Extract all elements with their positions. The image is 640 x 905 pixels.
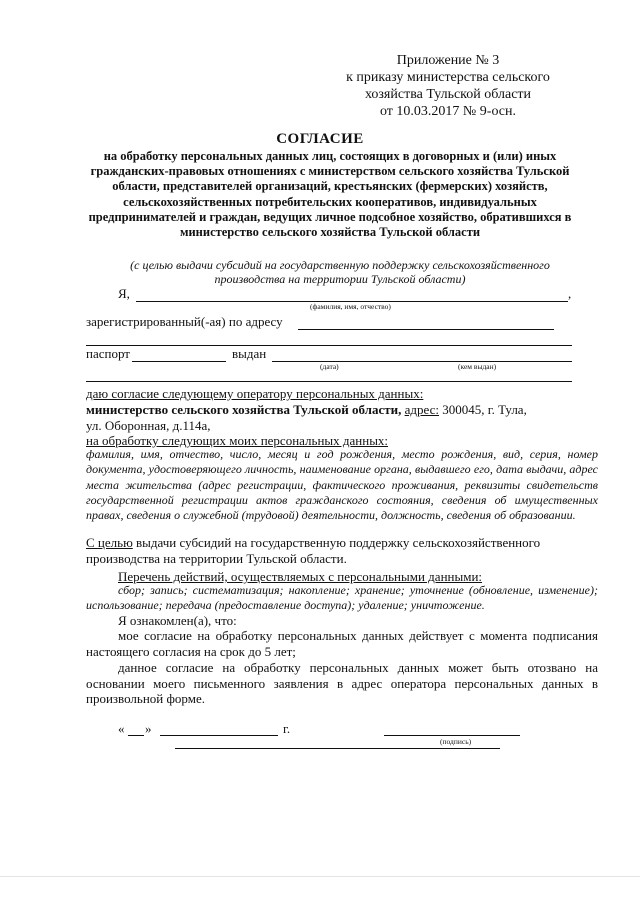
address-label: адрес:: [404, 402, 439, 417]
document-title: СОГЛАСИЕ: [276, 131, 364, 147]
passport-label: паспорт: [86, 346, 130, 361]
actions-list: сбор; запись; систематизация; накопление; хранение; уточнение (обновление, изменение); использование; передача (предоставление доступа); удаление; уничтожение.: [86, 583, 598, 612]
goal-paragraph: [86, 535, 598, 566]
address-value: 300045, г. Тула,: [442, 402, 527, 417]
passport-number-field[interactable]: [132, 361, 226, 362]
term-paragraph: мое согласие на обработку персональных данных действует с момента подписания настоящего согласия на срок до 5 лет;: [86, 628, 598, 659]
data-intro: на обработку следующих моих персональных данных:: [86, 433, 389, 448]
operator-name: министерство сельского хозяйства Тульской области,: [86, 402, 402, 417]
acknowledged: Я ознакомлен(а), что:: [118, 613, 237, 628]
scan-edge-divider: [0, 876, 640, 877]
date-quote-close: »: [145, 721, 152, 736]
year-suffix: г.: [283, 721, 291, 736]
actions-intro: Перечень действий, осуществляемых с персональными данными:: [118, 569, 483, 584]
goal-text: выдачи субсидий на государственную поддержку сельскохозяйственного производства на территории Тульской области.: [86, 535, 541, 566]
day-field[interactable]: [128, 735, 144, 736]
registered-label: зарегистрированный(-ая) по адресу: [86, 314, 283, 329]
issued-field-line2[interactable]: [86, 381, 572, 382]
appendix-order-date: от 10.03.2017 № 9-осн.: [379, 104, 516, 119]
appendix-order-ref: к приказу министерства сельского: [346, 70, 550, 85]
issued-label: выдан: [232, 346, 267, 361]
issued-field[interactable]: [272, 361, 572, 362]
operator-intro: даю согласие следующему оператору персональных данных:: [86, 386, 424, 401]
signature-caption: (подпись): [440, 737, 472, 746]
appendix-ministry: хозяйства Тульской области: [364, 87, 532, 102]
goal-label: С целью: [86, 535, 133, 550]
signature-field[interactable]: [384, 735, 520, 736]
date-caption: (дата): [320, 362, 339, 371]
address-field-line2[interactable]: [86, 345, 572, 346]
date-quote-open: «: [118, 721, 125, 736]
month-field[interactable]: [160, 735, 278, 736]
personal-data-list: фамилия, имя, отчество, число, месяц и год рождения, место рождения, вид, серия, номер документа, удостоверяющего личность, наименование органа, выдавшего его, дата выдачи, адрес места жительства (адрес регистрации, фактического проживания, реквизиты свидетельств государственной регистрации актов гражданского состояния, сведения об имущественных правах, сведения о служебной (трудовой) деятельности, должность, сведения об образовании.: [86, 447, 598, 523]
address-line2: ул. Оборонная, д.114а,: [86, 418, 211, 433]
i-label: Я,: [118, 286, 130, 301]
appendix-header: [318, 52, 578, 120]
full-name-field[interactable]: [175, 748, 500, 749]
operator-line: [86, 402, 527, 418]
document-purpose: (с целью выдачи субсидий на государственную поддержку сельскохозяйственного производства на территории Тульской области): [130, 258, 550, 286]
address-field[interactable]: [298, 329, 554, 330]
fio-end-comma: ,: [568, 286, 572, 301]
issued-by-caption: (кем выдан): [458, 362, 497, 371]
revoke-paragraph: данное согласие на обработку персональных данных может быть отозвано на основании моего письменного заявления в адрес оператора персональных данных в произвольной форме.: [86, 660, 598, 706]
document-subtitle: на обработку персональных данных лиц, состоящих в договорных и (или) иных гражданских-правовых отношениях с министерством сельского хозяйства Тульской области, представителей организаций, крестьянских (фермерских) хозяйств, сельскохозяйственных потребительских кооперативов, индивидуальных предпринимателей и граждан, ведущих личное подсобное хозяйство, обратившихся в министерство сельского хозяйства Тульской области: [88, 149, 572, 240]
fio-caption: (фамилия, имя, отчество): [310, 302, 391, 311]
appendix-number: Приложение № 3: [396, 53, 500, 68]
